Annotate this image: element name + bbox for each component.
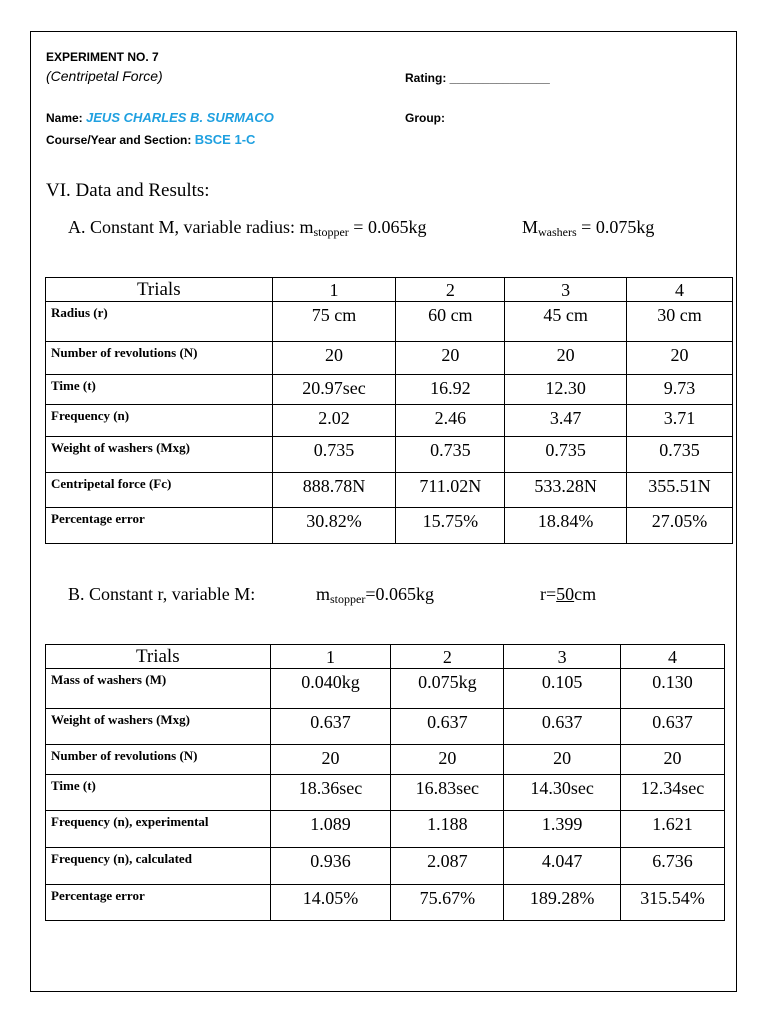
part-a-washers-value: = 0.075kg: [576, 217, 655, 237]
course-label: Course/Year and Section:: [46, 133, 192, 147]
table-cell: 0.105: [504, 669, 621, 709]
table-cell: 3.71: [627, 405, 733, 437]
table-cell: 533.28N: [505, 473, 627, 508]
table-cell: 18.36sec: [270, 775, 391, 811]
part-b-r-label: r=: [540, 584, 557, 604]
row-label: Weight of washers (Mxg): [46, 709, 271, 745]
group-label: Group:: [405, 111, 445, 125]
table-b-header-cell: 4: [621, 645, 725, 669]
table-cell: 16.92: [396, 375, 505, 405]
table-cell: 20: [270, 745, 391, 775]
table-cell: 3.47: [505, 405, 627, 437]
table-row: [46, 775, 725, 811]
table-b-header-row: [46, 645, 725, 669]
table-cell: 20: [391, 745, 504, 775]
table-row: [46, 342, 733, 375]
table-cell: 12.34sec: [621, 775, 725, 811]
table-cell: 20: [621, 745, 725, 775]
table-cell: 2.46: [396, 405, 505, 437]
table-cell: 0.075kg: [391, 669, 504, 709]
table-a-header-cell: 3: [505, 278, 627, 302]
table-row: [46, 745, 725, 775]
table-cell: 0.735: [627, 437, 733, 473]
part-a-stopper-sub: stopper: [313, 225, 349, 239]
row-label: Radius (r): [46, 302, 273, 342]
table-cell: 20: [505, 342, 627, 375]
row-label: Time (t): [46, 375, 273, 405]
table-cell: 20: [627, 342, 733, 375]
table-cell: 6.736: [621, 848, 725, 885]
table-cell: 20: [272, 342, 396, 375]
row-label: Frequency (n), calculated: [46, 848, 271, 885]
table-a-header-cell: 1: [272, 278, 396, 302]
table-cell: 4.047: [504, 848, 621, 885]
table-cell: 12.30: [505, 375, 627, 405]
experiment-number: EXPERIMENT NO. 7: [46, 50, 159, 64]
part-a-stopper-value: = 0.065kg: [348, 217, 427, 237]
name-label: Name:: [46, 111, 83, 125]
name-row: [46, 110, 274, 125]
part-a-washers: [522, 217, 654, 238]
table-cell: 75.67%: [391, 885, 504, 921]
table-cell: 20: [396, 342, 505, 375]
part-a-title: [68, 217, 426, 238]
table-a-header-trials: Trials: [46, 278, 273, 302]
part-a-label: A. Constant M, variable radius: m: [68, 217, 314, 237]
table-row: [46, 669, 725, 709]
table-cell: 14.30sec: [504, 775, 621, 811]
table-cell: 30.82%: [272, 508, 396, 544]
table-cell: 0.936: [270, 848, 391, 885]
table-cell: 14.05%: [270, 885, 391, 921]
table-b-header-cell: 2: [391, 645, 504, 669]
part-a-washers-sub: washers: [538, 225, 577, 239]
part-b-stopper: [316, 584, 434, 605]
table-cell: 189.28%: [504, 885, 621, 921]
row-label: Number of revolutions (N): [46, 745, 271, 775]
table-cell: 711.02N: [396, 473, 505, 508]
table-cell: 0.735: [272, 437, 396, 473]
table-cell: 0.040kg: [270, 669, 391, 709]
table-cell: 0.637: [621, 709, 725, 745]
table-cell: 1.621: [621, 811, 725, 848]
table-cell: 75 cm: [272, 302, 396, 342]
table-b-header-trials: Trials: [46, 645, 271, 669]
table-cell: 2.087: [391, 848, 504, 885]
table-row: [46, 709, 725, 745]
row-label: Percentage error: [46, 885, 271, 921]
experiment-subtitle: (Centripetal Force): [46, 68, 163, 84]
row-label: Weight of washers (Mxg): [46, 437, 273, 473]
part-b-radius: [540, 584, 596, 605]
table-a: [45, 277, 733, 544]
table-row: [46, 405, 733, 437]
table-cell: 888.78N: [272, 473, 396, 508]
table-cell: 2.02: [272, 405, 396, 437]
table-row: [46, 302, 733, 342]
part-b-stopper-label: m: [316, 584, 331, 604]
table-row: [46, 375, 733, 405]
table-cell: 0.735: [505, 437, 627, 473]
table-row: [46, 508, 733, 544]
table-a-header-cell: 2: [396, 278, 505, 302]
table-row: [46, 437, 733, 473]
name-value: JEUS CHARLES B. SURMACO: [86, 110, 274, 125]
part-b-r-unit: cm: [574, 584, 597, 604]
rating-field: Rating: _______________: [405, 71, 550, 85]
row-label: Percentage error: [46, 508, 273, 544]
table-cell: 27.05%: [627, 508, 733, 544]
part-b-stopper-value: =0.065kg: [365, 584, 434, 604]
row-label: Number of revolutions (N): [46, 342, 273, 375]
table-cell: 1.089: [270, 811, 391, 848]
row-label: Frequency (n): [46, 405, 273, 437]
table-cell: 0.637: [391, 709, 504, 745]
section-title: VI. Data and Results:: [46, 180, 210, 201]
table-cell: 9.73: [627, 375, 733, 405]
table-cell: 16.83sec: [391, 775, 504, 811]
table-cell: 20: [504, 745, 621, 775]
row-label: Time (t): [46, 775, 271, 811]
table-cell: 0.735: [396, 437, 505, 473]
row-label: Frequency (n), experimental: [46, 811, 271, 848]
table-row: [46, 885, 725, 921]
table-b-header-cell: 1: [270, 645, 391, 669]
course-value: BSCE 1-C: [194, 132, 256, 147]
table-a-header-row: [46, 278, 733, 302]
table-cell: 0.130: [621, 669, 725, 709]
part-a-washers-label: M: [522, 217, 539, 237]
row-label: Mass of washers (M): [46, 669, 271, 709]
table-cell: 0.637: [504, 709, 621, 745]
table-cell: 1.188: [391, 811, 504, 848]
table-cell: 315.54%: [621, 885, 725, 921]
course-row: [46, 132, 255, 147]
table-cell: 0.637: [270, 709, 391, 745]
table-a-header-cell: 4: [627, 278, 733, 302]
part-b-title: B. Constant r, variable M:: [68, 584, 256, 604]
table-cell: 60 cm: [396, 302, 505, 342]
table-cell: 15.75%: [396, 508, 505, 544]
table-row: [46, 811, 725, 848]
table-cell: 20.97sec: [272, 375, 396, 405]
table-b: [45, 644, 725, 921]
row-label: Centripetal force (Fc): [46, 473, 273, 508]
part-b-stopper-sub: stopper: [330, 592, 366, 606]
part-b-r-value: 50: [556, 584, 575, 604]
table-cell: 30 cm: [627, 302, 733, 342]
table-cell: 355.51N: [627, 473, 733, 508]
table-row: [46, 848, 725, 885]
table-row: [46, 473, 733, 508]
table-cell: 1.399: [504, 811, 621, 848]
table-b-header-cell: 3: [504, 645, 621, 669]
table-cell: 45 cm: [505, 302, 627, 342]
table-cell: 18.84%: [505, 508, 627, 544]
